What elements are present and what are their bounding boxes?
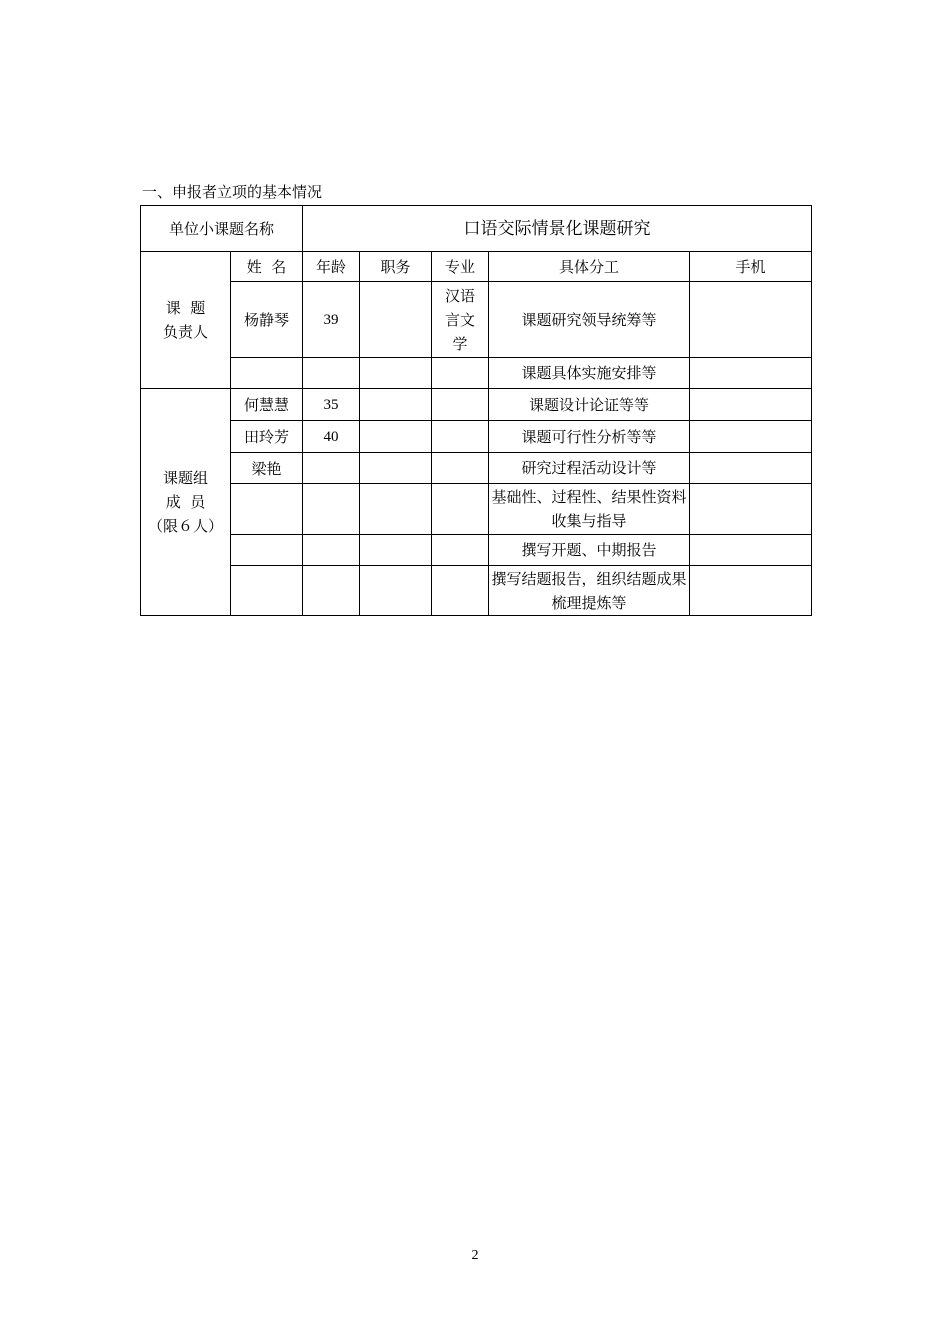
topic-label: 单位小课题名称 <box>141 206 303 252</box>
member4-position <box>360 484 432 535</box>
leader-age: 39 <box>303 282 360 358</box>
member6-duty: 撰写结题报告，组织结题成果梳理提炼等 <box>489 566 690 616</box>
member1-major <box>432 389 489 421</box>
leader2-phone <box>690 358 812 389</box>
member3-duty: 研究过程活动设计等 <box>489 453 690 484</box>
leader-label <box>141 252 231 389</box>
topic-value: 口语交际情景化课题研究 <box>303 206 812 252</box>
table-row <box>141 453 812 484</box>
member5-age <box>303 535 360 566</box>
members-label-line2: 成 员 <box>165 493 206 511</box>
member6-phone <box>690 566 812 616</box>
header-name: 姓 名 <box>231 252 303 282</box>
table-row <box>141 535 812 566</box>
table-row <box>141 389 812 421</box>
table-row <box>141 566 812 616</box>
header-age: 年龄 <box>303 252 360 282</box>
member3-name: 梁艳 <box>231 453 303 484</box>
member4-phone <box>690 484 812 535</box>
member6-age <box>303 566 360 616</box>
members-label-line1: 课题组 <box>162 469 208 487</box>
member2-major <box>432 421 489 453</box>
table-row <box>141 282 812 358</box>
member1-phone <box>690 389 812 421</box>
topic-row <box>141 206 812 252</box>
leader2-major <box>432 358 489 389</box>
leader2-duty: 课题具体实施安排等 <box>489 358 690 389</box>
member1-duty: 课题设计论证等等 <box>489 389 690 421</box>
header-phone: 手机 <box>690 252 812 282</box>
section-heading: 一、申报者立项的基本情况 <box>142 183 323 201</box>
table-row <box>141 421 812 453</box>
member2-name: 田玲芳 <box>231 421 303 453</box>
member3-major <box>432 453 489 484</box>
member5-major <box>432 535 489 566</box>
member4-duty: 基础性、过程性、结果性资料收集与指导 <box>489 484 690 535</box>
member3-position <box>360 453 432 484</box>
header-duty: 具体分工 <box>489 252 690 282</box>
member3-phone <box>690 453 812 484</box>
member6-major <box>432 566 489 616</box>
member1-name: 何慧慧 <box>231 389 303 421</box>
member4-age <box>303 484 360 535</box>
member2-age: 40 <box>303 421 360 453</box>
leader-phone <box>690 282 812 358</box>
members-label <box>141 389 231 616</box>
member5-name <box>231 535 303 566</box>
member2-duty: 课题可行性分析等等 <box>489 421 690 453</box>
basic-info-table <box>140 205 812 616</box>
member5-phone <box>690 535 812 566</box>
leader-major: 汉语言文学 <box>432 282 489 358</box>
member4-name <box>231 484 303 535</box>
leader-label-line2: 负责人 <box>162 323 208 341</box>
member5-duty: 撰写开题、中期报告 <box>489 535 690 566</box>
header-position: 职务 <box>360 252 432 282</box>
leader2-position <box>360 358 432 389</box>
leader-name: 杨静琴 <box>231 282 303 358</box>
leader2-age <box>303 358 360 389</box>
member5-position <box>360 535 432 566</box>
member3-age <box>303 453 360 484</box>
member6-name <box>231 566 303 616</box>
leader2-name <box>231 358 303 389</box>
member4-major <box>432 484 489 535</box>
leader-position <box>360 282 432 358</box>
header-row <box>141 252 812 282</box>
page-number: 2 <box>471 1248 479 1263</box>
header-major: 专业 <box>432 252 489 282</box>
member6-position <box>360 566 432 616</box>
members-label-line3: （限６人） <box>147 517 223 535</box>
member1-age: 35 <box>303 389 360 421</box>
leader-duty: 课题研究领导统筹等 <box>489 282 690 358</box>
member2-phone <box>690 421 812 453</box>
member2-position <box>360 421 432 453</box>
table-row <box>141 484 812 535</box>
table-row <box>141 358 812 389</box>
leader-label-line1: 课 题 <box>165 299 206 317</box>
member1-position <box>360 389 432 421</box>
